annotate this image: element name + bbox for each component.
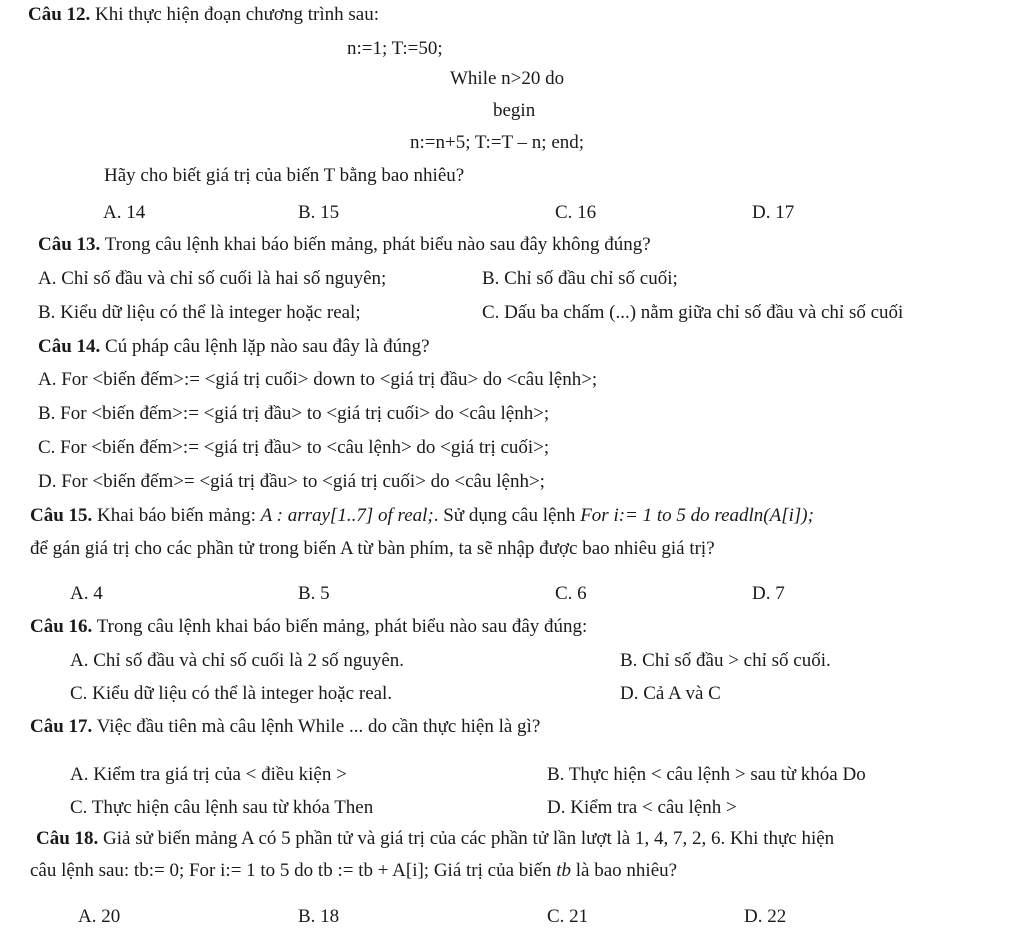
code-line-1: n:=1; T:=50; <box>347 38 443 59</box>
question-12-label: Câu 12. <box>28 4 91 25</box>
option: B. Chỉ số đầu > chỉ số cuối. <box>620 650 831 671</box>
question-13-label: Câu 13. <box>38 234 101 255</box>
question-18-text: Giả sử biến mảng A có 5 phần tử và giá trị của các phần tử lần lượt là 1, 4, 7, 2, 6. Khi thực hiện <box>103 828 835 849</box>
question-12-text: Khi thực hiện đoạn chương trình sau: <box>95 4 379 25</box>
option: C. 21 <box>547 906 589 927</box>
option: D. 17 <box>752 202 795 223</box>
option: D. Cả A và C <box>620 683 721 704</box>
question-18-line-2 <box>30 860 677 882</box>
option: C. 6 <box>555 583 587 604</box>
code-line-4: n:=n+5; T:=T – n; end; <box>410 132 585 153</box>
option: B. For <biến đếm>:= <giá trị đầu> to <giá trị cuối> do <câu lệnh>; <box>38 403 550 424</box>
for-statement: For i:= 1 to 5 do readln(A[i]); <box>580 505 814 526</box>
question-13 <box>38 234 651 256</box>
option: D. For <biến đếm>= <giá trị đầu> to <giá trị cuối> do <câu lệnh>; <box>38 471 545 492</box>
question-16-text: Trong câu lệnh khai báo biến mảng, phát biểu nào sau đây đúng: <box>96 616 588 637</box>
option: B. 5 <box>298 583 330 604</box>
option: A. For <biến đếm>:= <giá trị cuối> down to <giá trị đầu> do <câu lệnh>; <box>38 369 598 390</box>
question-12-ask: Hãy cho biết giá trị của biến T bằng bao nhiêu? <box>104 165 465 186</box>
question-15-line-2: để gán giá trị cho các phần tử trong biến A từ bàn phím, ta sẽ nhập được bao nhiêu giá trị? <box>30 538 715 559</box>
question-18-label: Câu 18. <box>36 828 99 849</box>
option: C. Dấu ba chấm (...) nằm giữa chỉ số đầu và chỉ số cuối <box>482 302 904 323</box>
question-17 <box>30 716 540 738</box>
option: A. Chỉ số đầu và chỉ số cuối là 2 số nguyên. <box>70 650 405 671</box>
option: A. 14 <box>103 202 146 223</box>
option: D. Kiểm tra < câu lệnh > <box>547 797 737 818</box>
question-18 <box>36 828 834 850</box>
option: B. Chỉ số đầu chỉ số cuối; <box>482 268 678 289</box>
option: A. Chỉ số đầu và chỉ số cuối là hai số nguyên; <box>38 268 387 289</box>
option: A. Kiểm tra giá trị của < điều kiện > <box>70 764 347 785</box>
code-line-3: begin <box>493 100 536 121</box>
option: C. For <biến đếm>:= <giá trị đầu> to <câu lệnh> do <giá trị cuối>; <box>38 437 550 458</box>
question-16-label: Câu 16. <box>30 616 93 637</box>
option: A. 20 <box>78 906 121 927</box>
question-13-text: Trong câu lệnh khai báo biến mảng, phát biểu nào sau đây không đúng? <box>104 234 651 255</box>
question-12 <box>28 4 379 26</box>
question-15-text-2: . Sử dụng câu lệnh <box>433 505 576 526</box>
question-17-label: Câu 17. <box>30 716 93 737</box>
question-15-label: Câu 15. <box>30 505 93 526</box>
question-15-text: Khai báo biến mảng: <box>97 505 256 526</box>
question-18-line-2a: câu lệnh sau: tb:= 0; For i:= 1 to 5 do tb := tb + A[i]; Giá trị của biến <box>30 860 552 881</box>
option: B. 18 <box>298 906 340 927</box>
question-14-text: Cú pháp câu lệnh lặp nào sau đây là đúng? <box>105 336 430 357</box>
question-14-label: Câu 14. <box>38 336 101 357</box>
variable-tb: tb <box>556 860 572 881</box>
array-declaration: A : array[1..7] of real; <box>260 505 434 526</box>
option: D. 22 <box>744 906 787 927</box>
option: C. Kiểu dữ liệu có thể là integer hoặc real. <box>70 683 393 704</box>
option: C. Thực hiện câu lệnh sau từ khóa Then <box>70 797 374 818</box>
option: D. 7 <box>752 583 785 604</box>
question-16 <box>30 616 587 638</box>
question-14 <box>38 336 430 358</box>
option: A. 4 <box>70 583 103 604</box>
option: B. Thực hiện < câu lệnh > sau từ khóa Do <box>547 764 866 785</box>
option: B. 15 <box>298 202 340 223</box>
option: B. Kiểu dữ liệu có thể là integer hoặc real; <box>38 302 361 323</box>
option: C. 16 <box>555 202 597 223</box>
question-15 <box>30 505 814 527</box>
question-17-text: Việc đầu tiên mà câu lệnh While ... do cần thực hiện là gì? <box>96 716 541 737</box>
code-line-2: While n>20 do <box>450 68 565 89</box>
question-18-line-2b: là bao nhiêu? <box>575 860 678 881</box>
